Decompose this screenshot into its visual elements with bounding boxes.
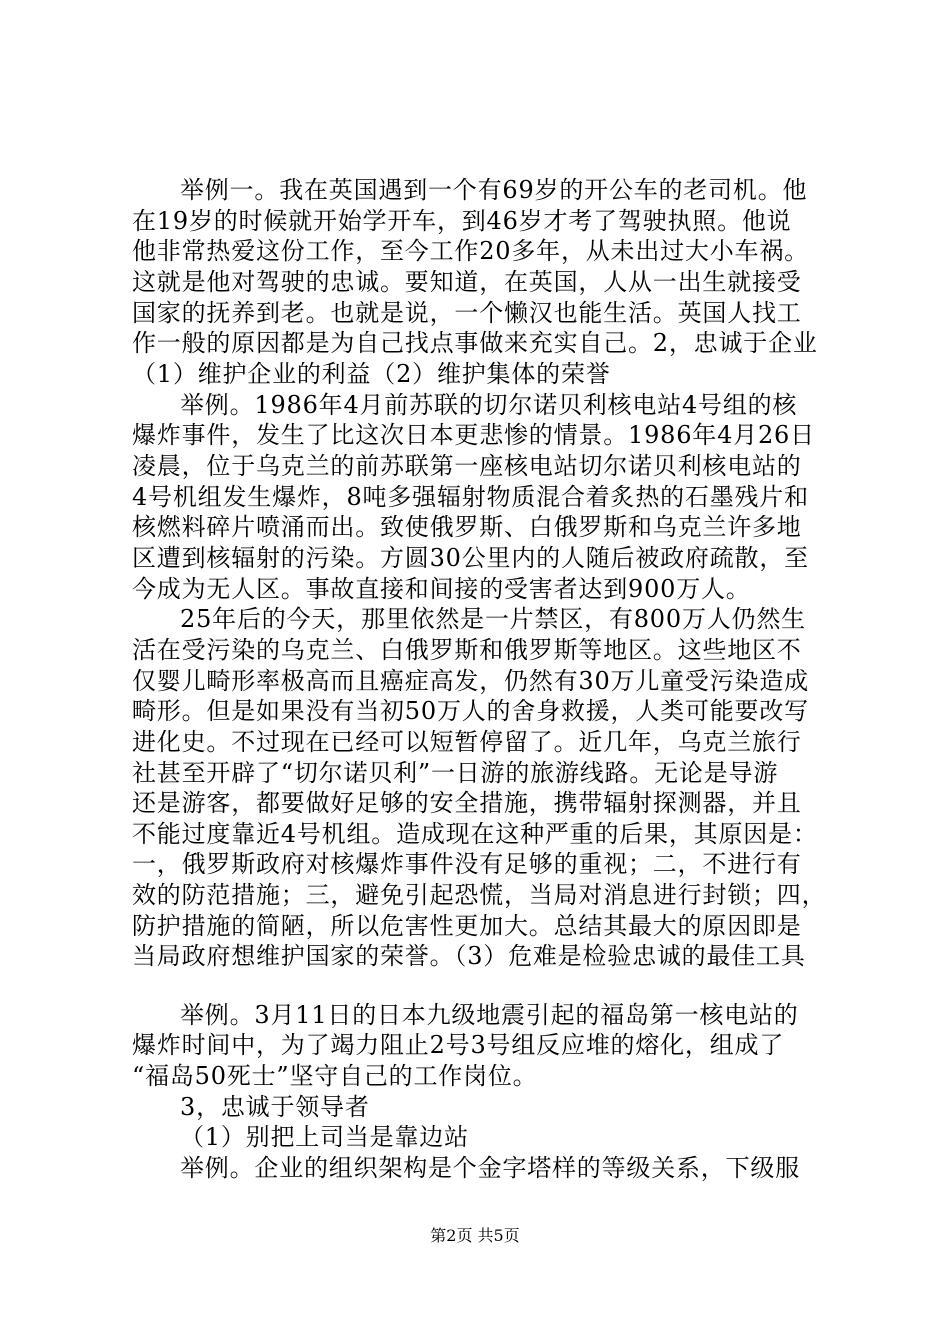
text-line: 效的防范措施；三，避免引起恐慌，当局对消息进行封锁；四， bbox=[132, 881, 827, 909]
text-line: 核燃料碎片喷涌而出。致使俄罗斯、白俄罗斯和乌克兰许多地 bbox=[132, 513, 802, 541]
text-line: 这就是他对驾驶的忠诚。要知道，在英国，人从一出生就接受 bbox=[132, 268, 802, 296]
text-line: 4号机组发生爆炸，8吨多强辐射物质混合着炙热的石墨残片和 bbox=[132, 483, 809, 511]
text-line: 爆炸时间中，为了竭力阻止2号3号组反应堆的熔化，组成了 bbox=[132, 1031, 785, 1059]
text-line: 当局政府想维护国家的荣誉。（3）危难是检验忠诚的最佳工具 bbox=[132, 942, 806, 970]
text-line: 还是游客，都要做好足够的安全措施，携带辐射探测器，并且 bbox=[132, 789, 802, 817]
text-line: 举例。1986年4月前苏联的切尔诺贝利核电站4号组的核 bbox=[180, 391, 798, 419]
text-line: 社甚至开辟了“切尔诺贝利”一日游的旅游线路。无论是导游 bbox=[132, 759, 779, 787]
text-line: 活在受污染的乌克兰、白俄罗斯和俄罗斯等地区。这些地区不 bbox=[132, 636, 802, 664]
text-line: “福岛50死士”坚守自己的工作岗位。 bbox=[132, 1062, 538, 1090]
text-line: （1）别把上司当是靠边站 bbox=[180, 1123, 469, 1151]
text-line: 举例。3月11日的日本九级地震引起的福岛第一核电站的 bbox=[180, 1001, 799, 1029]
text-line: 畸形。但是如果没有当初50万人的舍身救援，人类可能要改写 bbox=[132, 697, 809, 725]
text-line: 爆炸事件，发生了比这次日本更悲惨的情景。1986年4月26日 bbox=[132, 421, 815, 449]
text-line: 今成为无人区。事故直接和间接的受害者达到900万人。 bbox=[132, 575, 751, 603]
text-line: 仅婴儿畸形率极高而且癌症高发，仍然有30万儿童受污染造成 bbox=[132, 667, 809, 695]
text-line: 防护措施的简陋，所以危害性更加大。总结其最大的原因即是 bbox=[132, 912, 802, 940]
text-line: 举例。企业的组织架构是个金字塔样的等级关系，下级服 bbox=[180, 1154, 800, 1182]
page-number-footer: 第2页 共5页 bbox=[430, 1226, 520, 1245]
text-line: （1）维护企业的利益（2）维护集体的荣誉 bbox=[132, 360, 611, 388]
text-line: 作一般的原因都是为自己找点事做来充实自己。2，忠诚于企业 bbox=[132, 329, 818, 357]
text-line: 3，忠诚于领导者 bbox=[180, 1093, 370, 1121]
text-line: 不能过度靠近4号机组。造成现在这种严重的后果，其原因是： bbox=[132, 820, 818, 848]
text-line: 25年后的今天，那里依然是一片禁区，有800万人仍然生 bbox=[180, 605, 806, 633]
text-line: 凌晨，位于乌克兰的前苏联第一座核电站切尔诺贝利核电站的 bbox=[132, 452, 802, 480]
text-line: 区遭到核辐射的污染。方圆30公里内的人随后被政府疏散，至 bbox=[132, 544, 809, 572]
text-line: 在19岁的时候就开始学开车，到46岁才考了驾驶执照。他说 bbox=[132, 207, 792, 235]
text-line: 他非常热爱这份工作，至今工作20多年，从未出过大小车祸。 bbox=[132, 237, 809, 265]
text-line: 国家的抚养到老。也就是说，一个懒汉也能生活。英国人找工 bbox=[132, 299, 802, 327]
text-line: 进化史。不过现在已经可以短暂停留了。近几年，乌克兰旅行 bbox=[132, 728, 802, 756]
text-line: 举例一。我在英国遇到一个有69岁的开公车的老司机。他 bbox=[180, 176, 808, 204]
text-line: 一，俄罗斯政府对核爆炸事件没有足够的重视；二，不进行有 bbox=[132, 850, 802, 878]
